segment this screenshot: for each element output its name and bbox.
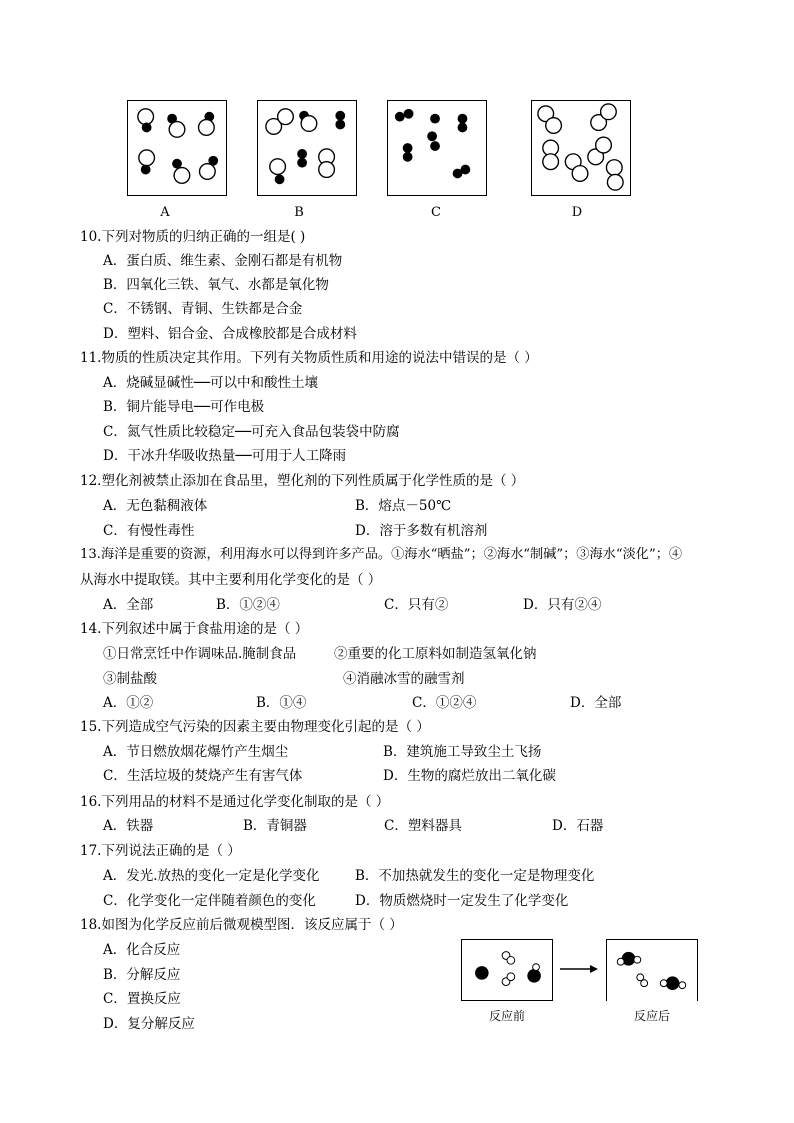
- particle-diagram-b: [258, 101, 356, 195]
- before-reaction-label: 反应前: [488, 1009, 525, 1023]
- after-reaction-diagram: [607, 940, 697, 1001]
- particle-box-d: [531, 100, 631, 196]
- q15-stem: 15.下列造成空气污染的因素主要由物理变化引起的是（ ）: [80, 719, 430, 735]
- q17-option-b: B．不加热就发生的变化一定是物理变化: [355, 868, 595, 884]
- after-reaction-label: 反应后: [633, 1009, 670, 1023]
- q13-stem: 13.海洋是重要的资源，利用海水可以得到许多产品。①海水“晒盐”；②海水“制碱”；③海水“淡化”；④: [80, 547, 683, 562]
- q16-option-c: C．塑料器具: [384, 818, 462, 834]
- q18-option-d: D．复分解反应: [103, 1016, 195, 1032]
- q17-option-c: C．化学变化一定伴随着颜色的变化: [103, 893, 316, 909]
- after-reaction-box: [606, 939, 698, 1001]
- q17-stem: 17.下列说法正确的是（ ）: [80, 843, 241, 859]
- q11-option-b: B．铜片能导电──可作电极: [103, 399, 265, 415]
- box-label-c: C: [431, 205, 441, 220]
- q12-option-a: A．无色黏稠液体: [103, 498, 208, 514]
- q17-option-a: A．发光.放热的变化一定是化学变化: [103, 868, 320, 884]
- particle-box-c: [387, 100, 487, 196]
- q16-option-b: B．青铜器: [243, 818, 307, 834]
- q10-stem: 10.下列对物质的归纳正确的一组是( ): [80, 229, 306, 245]
- q12-stem: 12.塑化剂被禁止添加在食品里，塑化剂的下列性质属于化学性质的是（ ）: [80, 473, 525, 489]
- q15-option-b: B．建筑施工导致尘土飞扬: [383, 744, 542, 760]
- q13-option-b: B．①②④: [216, 597, 280, 613]
- q12-option-c: C．有慢性毒性: [103, 523, 195, 539]
- q15-option-d: D．生物的腐烂放出二氧化碳: [383, 768, 556, 784]
- q18-option-c: C．置换反应: [103, 991, 181, 1007]
- q15-option-c: C．生活垃圾的焚烧产生有害气体: [103, 768, 303, 784]
- q14-item-2: ②重要的化工原料如制造氢氧化钠: [334, 646, 537, 662]
- q15-option-a: A．节日燃放烟花爆竹产生烟尘: [103, 744, 289, 760]
- particle-diagram-c: [388, 101, 486, 195]
- q12-option-d: D．溶于多数有机溶剂: [355, 523, 488, 539]
- q18-option-b: B．分解反应: [103, 967, 181, 983]
- before-reaction-diagram: [462, 940, 552, 1000]
- q17-option-d: D．物质燃烧时一定发生了化学变化: [355, 893, 569, 909]
- q13-option-c: C．只有②: [384, 597, 449, 613]
- q18-option-a: A．化合反应: [103, 942, 181, 958]
- q14-stem: 14.下列叙述中属于食盐用途的是（ ）: [80, 621, 309, 637]
- q16-option-d: D．石器: [552, 818, 604, 834]
- q10-option-c: C．不锈钢、青铜、生铁都是合金: [103, 301, 303, 317]
- reaction-arrow-icon: [559, 963, 599, 975]
- q16-option-a: A．铁器: [103, 818, 154, 834]
- q14-item-3: ③制盐酸: [103, 671, 157, 687]
- box-label-a: A: [160, 205, 170, 220]
- q10-option-b: B．四氧化三铁、氧气、水都是氧化物: [103, 277, 329, 293]
- q14-option-b: B．①④: [256, 695, 307, 711]
- box-label-d: D: [571, 205, 583, 220]
- particle-diagram-d: [532, 101, 630, 195]
- box-label-b: B: [294, 205, 304, 220]
- q11-option-c: C．氮气性质比较稳定──可充入食品包装袋中防腐: [103, 424, 400, 440]
- q18-stem: 18.如图为化学反应前后微观模型图．该反应属于（ ）: [80, 917, 403, 933]
- q14-option-d: D．全部: [570, 695, 622, 711]
- q14-item-4: ④消融冰雪的融雪剂: [343, 671, 465, 687]
- particle-box-a: [127, 100, 227, 196]
- q14-item-1: ①日常烹饪中作调味品.腌制食品: [103, 646, 297, 662]
- q11-option-d: D．干冰升华吸收热量──可用于人工降雨: [103, 448, 347, 464]
- q11-stem: 11.物质的性质决定其作用。下列有关物质性质和用途的说法中错误的是（ ）: [80, 350, 538, 366]
- q13-option-d: D．只有②④: [523, 597, 602, 613]
- q10-option-d: D．塑料、铝合金、合成橡胶都是合成材料: [103, 326, 357, 342]
- q13-option-a: A．全部: [103, 597, 154, 613]
- q11-option-a: A．烧碱显碱性──可以中和酸性土壤: [103, 375, 319, 391]
- q13-stem-continued: 从海水中提取镁。其中主要利用化学变化的是（ ）: [80, 572, 382, 588]
- q14-option-a: A．①②: [103, 695, 154, 711]
- q16-stem: 16.下列用品的材料不是通过化学变化制取的是（ ）: [80, 794, 390, 810]
- particle-diagram-a: [128, 101, 226, 195]
- q14-option-c: C．①②④: [412, 695, 477, 711]
- before-reaction-box: [461, 939, 553, 1001]
- q12-option-b: B．熔点－50℃: [355, 498, 452, 514]
- particle-box-b: [257, 100, 357, 196]
- q10-option-a: A．蛋白质、维生素、金刚石都是有机物: [103, 253, 343, 269]
